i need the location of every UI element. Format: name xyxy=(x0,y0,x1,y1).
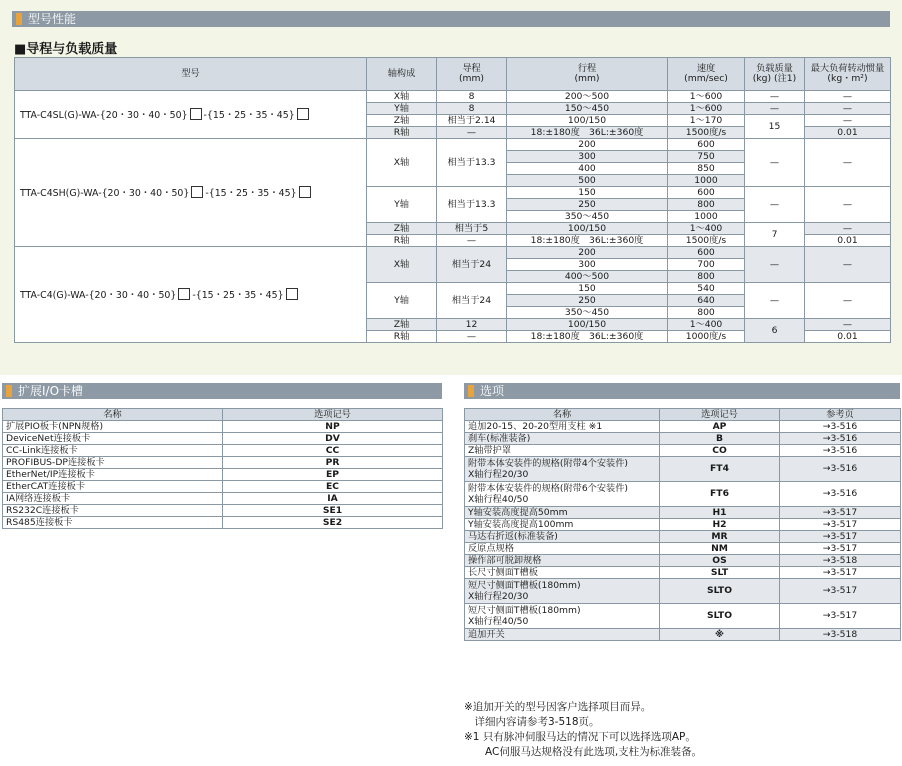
table-row xyxy=(465,519,901,531)
axis-cell: Z轴 xyxy=(367,115,437,127)
option-code: H1 xyxy=(660,507,780,519)
option-ref: →3-516 xyxy=(780,482,901,507)
option-code: MR xyxy=(660,531,780,543)
option-code: FT4 xyxy=(660,457,780,482)
io-name: IA网络连接板卡 xyxy=(3,493,223,505)
option-ref: →3-517 xyxy=(780,507,901,519)
table-row xyxy=(465,433,901,445)
io-name: RS485连接板卡 xyxy=(3,517,223,529)
io-code: IA xyxy=(223,493,443,505)
option-name: Z轴带护罩 xyxy=(465,445,660,457)
table-row xyxy=(3,457,443,469)
option-name: 附带本体安装件的规格(附带4个安装件) X轴行程20/30 xyxy=(465,457,660,482)
col-ref: 参考页 xyxy=(780,409,901,421)
option-code: B xyxy=(660,433,780,445)
footnote: ※1 只有脉冲伺服马达的情况下可以选择选项AP。 xyxy=(464,731,696,743)
option-name: 附带本体安装件的规格(附带6个安装件) X轴行程40/50 xyxy=(465,482,660,507)
table-row xyxy=(465,579,901,604)
subsection-title: ■导程与负载质量 xyxy=(14,42,118,57)
option-code: AP xyxy=(660,421,780,433)
axis-cell: X轴 xyxy=(367,139,437,187)
col-name: 名称 xyxy=(3,409,223,421)
option-box xyxy=(191,186,203,198)
option-name: 操作部可脱卸规格 xyxy=(465,555,660,567)
option-name: 反原点规格 xyxy=(465,543,660,555)
option-ref: →3-516 xyxy=(780,433,901,445)
axis-cell: R轴 xyxy=(367,235,437,247)
footnote: 详细内容请参考3-518页。 xyxy=(464,716,600,728)
model-cell: TTA-C4SL(G)-WA-{20・30・40・50} -{15・25・35・45} xyxy=(15,91,367,139)
options-table xyxy=(464,408,901,641)
col-code: 选项记号 xyxy=(660,409,780,421)
option-ref: →3-518 xyxy=(780,629,901,641)
table-row xyxy=(465,531,901,543)
option-name: 追加开关 xyxy=(465,629,660,641)
table-row xyxy=(465,457,901,482)
section-title: 选项 xyxy=(480,384,505,398)
option-box xyxy=(190,108,202,120)
option-ref: →3-516 xyxy=(780,457,901,482)
table-row xyxy=(465,421,901,433)
option-code: SLT xyxy=(660,567,780,579)
io-name: CC-Link连接板卡 xyxy=(3,445,223,457)
io-name: RS232C连接板卡 xyxy=(3,505,223,517)
section-title: 扩展I/O卡槽 xyxy=(18,384,84,398)
option-box xyxy=(299,186,311,198)
io-name: DeviceNet连接板卡 xyxy=(3,433,223,445)
model-cell: TTA-C4SH(G)-WA-{20・30・40・50} -{15・25・35・45} xyxy=(15,139,367,247)
axis-cell: Y轴 xyxy=(367,187,437,223)
col-code: 选项记号 xyxy=(223,409,443,421)
option-name: 马达右折返(标准装备) xyxy=(465,531,660,543)
table-row xyxy=(3,481,443,493)
axis-cell: X轴 xyxy=(367,247,437,283)
axis-cell: Y轴 xyxy=(367,103,437,115)
option-code: SLTO xyxy=(660,579,780,604)
option-name: Y轴安装高度提高100mm xyxy=(465,519,660,531)
table-row xyxy=(465,507,901,519)
col-payload: 负载质量 (kg) (注1) xyxy=(745,58,805,91)
io-name: PROFIBUS-DP连接板卡 xyxy=(3,457,223,469)
col-axis: 轴构成 xyxy=(367,58,437,91)
option-ref: →3-517 xyxy=(780,543,901,555)
option-code: H2 xyxy=(660,519,780,531)
section-marker-icon xyxy=(6,385,12,397)
footnotes xyxy=(464,700,702,760)
option-box xyxy=(286,288,298,300)
table-row xyxy=(465,445,901,457)
io-code: SE2 xyxy=(223,517,443,529)
table-row xyxy=(465,567,901,579)
axis-cell: R轴 xyxy=(367,127,437,139)
option-name: 短尺寸侧面T槽板(180mm) X轴行程40/50 xyxy=(465,604,660,629)
option-name: Y轴安装高度提高50mm xyxy=(465,507,660,519)
io-code: DV xyxy=(223,433,443,445)
io-table xyxy=(2,408,443,529)
table-row xyxy=(465,629,901,641)
spec-table: 型号 轴构成 导程 (mm) 行程 (mm) 速度 (mm/sec) 负载质量 (kg) (注1) 最大负荷转动惯量 (kg・m²) TTA-C4SL(G)-WA-{20・30・40・50} -{15・25・35・45} X轴 8 200～500 1～600 — — Y轴 8 150～450 1～600 — — Z轴 相当于2.14 100/150 1～170 15 — R轴 — 18:±180度 36L:±360度 1500度/s 0.01 TTA-C4SH(G)-WA-{20・30・40・50} -{15・25・35・45} X轴 相当于13.3 200 600 — — 300 750 400 850 500 1000 Y轴 相当于13.3 150 600 — — 250 800 350～450 1000 Z轴 相当于5 100/150 1～400 7 — R轴 — 18:±180度 36L:±360度 1500度/s 0.01 TTA-C4(G)-WA-{20・30・40・50} -{15・25・35・45} X轴 相当于24 200 600 — — 300 700 400～500 800 Y轴 相当于24 150 540 — — 250 640 350～450 800 Z轴 12 100/150 1～400 6 — R轴 — 18:±180度 36L:±360度 1000度/s 0.01 xyxy=(14,57,891,343)
table-row xyxy=(465,604,901,629)
option-ref: →3-518 xyxy=(780,555,901,567)
io-name: EtherCAT连接板卡 xyxy=(3,481,223,493)
option-code: NM xyxy=(660,543,780,555)
option-name: 追加20-15、20-20型用支柱 ※1 xyxy=(465,421,660,433)
axis-cell: R轴 xyxy=(367,331,437,343)
table-row xyxy=(3,505,443,517)
option-name: 短尺寸侧面T槽板(180mm) X轴行程20/30 xyxy=(465,579,660,604)
io-code: EC xyxy=(223,481,443,493)
table-row xyxy=(465,543,901,555)
section-header-options xyxy=(464,383,900,399)
axis-cell: X轴 xyxy=(367,91,437,103)
io-code: EP xyxy=(223,469,443,481)
option-box xyxy=(297,108,309,120)
option-name: 刹车(标准装备) xyxy=(465,433,660,445)
axis-cell: Z轴 xyxy=(367,319,437,331)
section-header-spec xyxy=(12,11,890,27)
col-lead: 导程 (mm) xyxy=(437,58,507,91)
option-code: OS xyxy=(660,555,780,567)
io-code: PR xyxy=(223,457,443,469)
table-row xyxy=(465,482,901,507)
io-code: NP xyxy=(223,421,443,433)
table-row xyxy=(3,433,443,445)
section-header-io xyxy=(2,383,442,399)
io-code: CC xyxy=(223,445,443,457)
section-marker-icon xyxy=(16,13,22,25)
col-model: 型号 xyxy=(15,58,367,91)
io-name: 扩展PIO板卡(NPN规格) xyxy=(3,421,223,433)
table-row xyxy=(3,469,443,481)
section-title: 型号性能 xyxy=(28,12,77,26)
option-ref: →3-516 xyxy=(780,445,901,457)
option-ref: →3-517 xyxy=(780,531,901,543)
axis-cell: Z轴 xyxy=(367,223,437,235)
option-ref: →3-517 xyxy=(780,579,901,604)
option-ref: →3-517 xyxy=(780,604,901,629)
section-marker-icon xyxy=(468,385,474,397)
col-speed: 速度 (mm/sec) xyxy=(668,58,745,91)
io-name: EtherNet/IP连接板卡 xyxy=(3,469,223,481)
option-ref: →3-516 xyxy=(780,421,901,433)
col-stroke: 行程 (mm) xyxy=(507,58,668,91)
option-code: CO xyxy=(660,445,780,457)
option-code: ※ xyxy=(660,629,780,641)
table-row xyxy=(3,517,443,529)
option-ref: →3-517 xyxy=(780,567,901,579)
option-code: SLTO xyxy=(660,604,780,629)
table-row xyxy=(3,421,443,433)
axis-cell: Y轴 xyxy=(367,283,437,319)
col-inertia: 最大负荷转动惯量 (kg・m²) xyxy=(805,58,891,91)
option-name: 长尺寸侧面T槽板 xyxy=(465,567,660,579)
option-code: FT6 xyxy=(660,482,780,507)
col-name: 名称 xyxy=(465,409,660,421)
option-ref: →3-517 xyxy=(780,519,901,531)
table-row xyxy=(3,445,443,457)
model-cell: TTA-C4(G)-WA-{20・30・40・50} -{15・25・35・45} xyxy=(15,247,367,343)
table-row xyxy=(3,493,443,505)
footnote: ※追加开关的型号因客户选择项目而异。 xyxy=(464,701,652,713)
io-code: SE1 xyxy=(223,505,443,517)
footnote: AC伺服马达规格没有此选项,支柱为标准装备。 xyxy=(464,746,703,758)
option-box xyxy=(178,288,190,300)
table-row xyxy=(465,555,901,567)
